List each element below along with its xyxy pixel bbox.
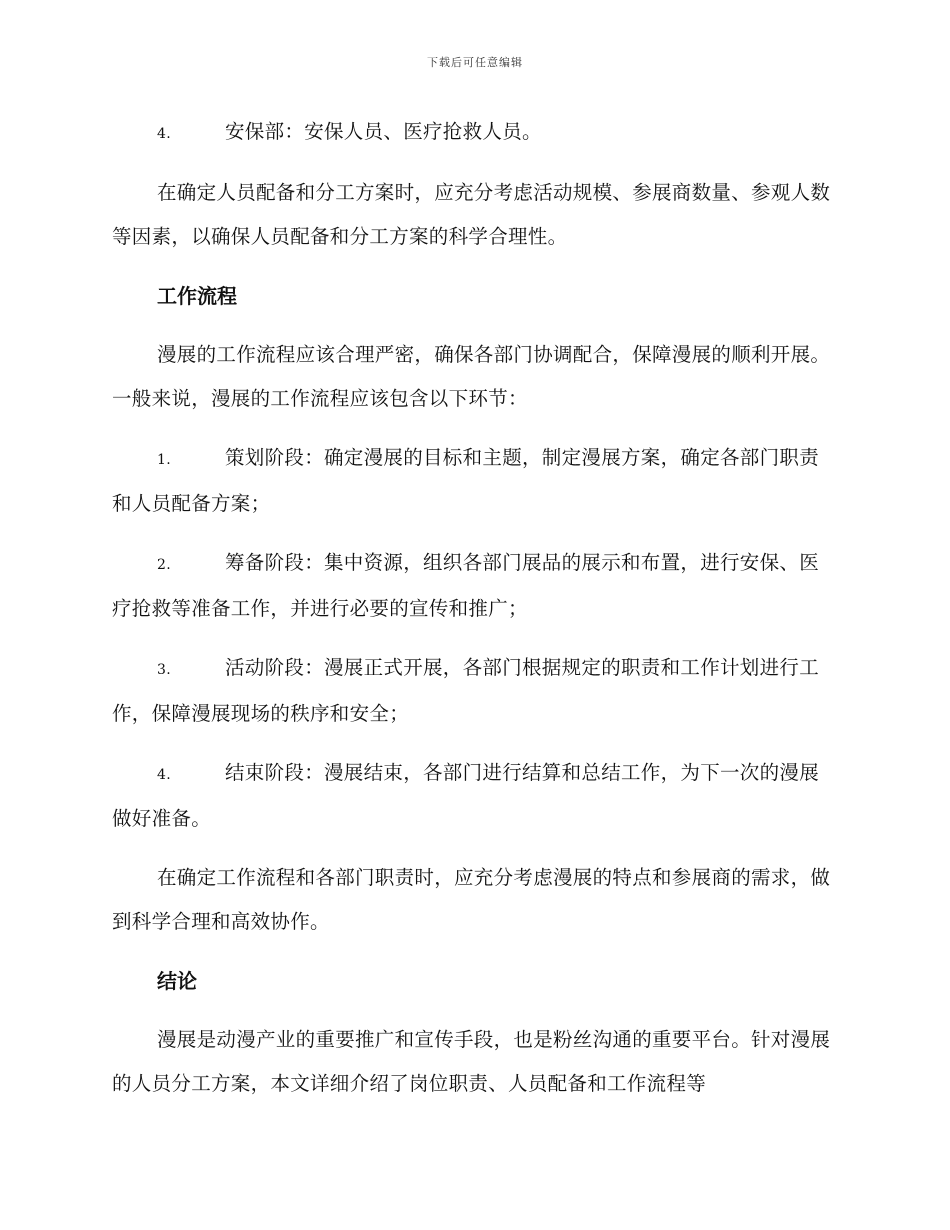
list-item-text: 筹备阶段：集中资源，组织各部门展品的展示和布置，进行安保、医疗抢救等准备工作，并进行必要的宣传和推广； [112, 551, 820, 620]
paragraph-conclusion: 漫展是动漫产业的重要推广和宣传手段，也是粉丝沟通的重要平台。针对漫展的人员分工方案，本文详细介绍了岗位职责、人员配备和工作流程等 [112, 1028, 831, 1095]
paragraph-staffing-consideration: 在确定人员配备和分工方案时，应充分考虑活动规模、参展商数量、参观人数等因素，以确保人员配备和分工方案的科学合理性。 [112, 181, 831, 248]
list-item-preparation-stage [112, 541, 832, 631]
list-item-number: 1. [157, 452, 171, 468]
list-item-text: 活动阶段：漫展正式开展，各部门根据规定的职责和工作计划进行工作，保障漫展现场的秩序和安全； [112, 656, 820, 725]
list-item-number: 4. [157, 767, 171, 783]
list-item-number: 2. [157, 557, 171, 573]
list-item-planning-stage [112, 436, 832, 526]
paragraph-workflow-intro: 漫展的工作流程应该合理严密，确保各部门协调配合，保障漫展的顺利开展。一般来说，漫展的工作流程应该包含以下环节： [112, 343, 831, 410]
list-item-text: 安保部：安保人员、医疗抢救人员。 [225, 120, 542, 143]
list-item-number: 3. [157, 662, 171, 678]
list-item-activity-stage [112, 646, 832, 736]
paragraph-workflow-consideration: 在确定工作流程和各部门职责时，应充分考虑漫展的特点和参展商的需求，做到科学合理和高效协作。 [112, 866, 831, 933]
header-note: 下载后可任意编辑 [427, 56, 523, 69]
section-heading-workflow: 工作流程 [157, 284, 237, 308]
list-item-text: 策划阶段：确定漫展的目标和主题，制定漫展方案，确定各部门职责和人员配备方案； [112, 446, 820, 515]
list-item-number: 4. [157, 126, 171, 142]
list-item-text: 结束阶段：漫展结束，各部门进行结算和总结工作，为下一次的漫展做好准备。 [112, 761, 820, 830]
list-item-security-dept [112, 110, 832, 156]
list-item-closing-stage [112, 751, 832, 841]
document-body [112, 110, 832, 1121]
section-heading-conclusion: 结论 [157, 969, 197, 993]
